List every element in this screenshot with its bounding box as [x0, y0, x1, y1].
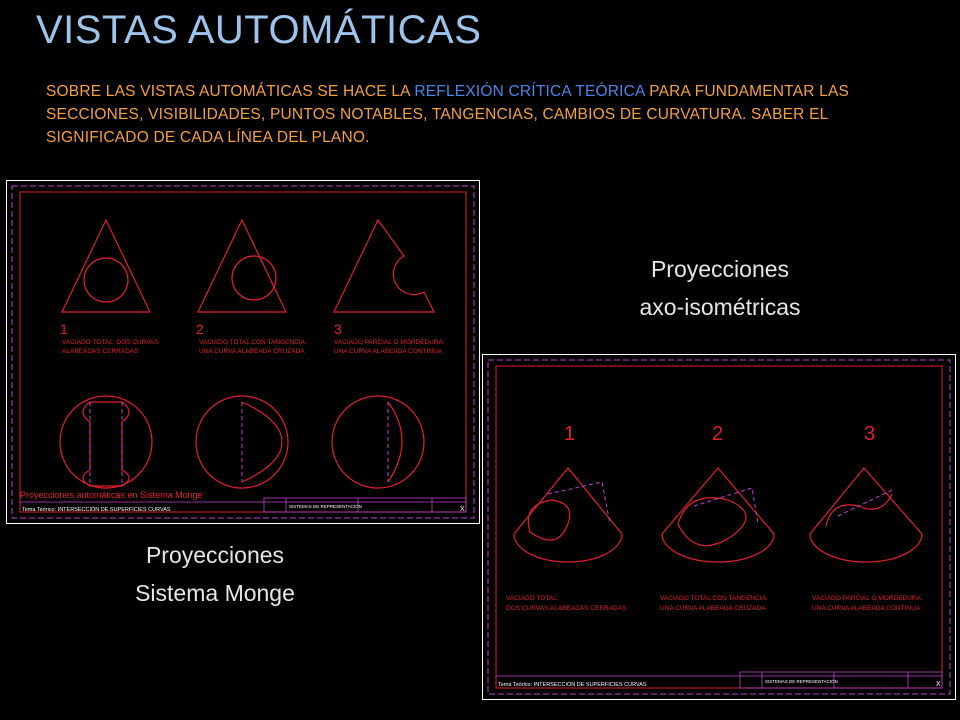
monge-footer-title: Proyecciones automáticas en Sistema Monge	[20, 490, 203, 500]
intro-text-1: SOBRE LAS VISTAS AUTOMÁTICAS SE HACE LA	[46, 83, 415, 100]
axo-label-1a: VACIADO TOTAL:	[506, 595, 559, 602]
axo-label-3b: UNA CURVA ALABEADA CONTINUA	[812, 605, 921, 612]
caption-monge	[100, 536, 330, 612]
page-title: VISTAS AUTOMÁTICAS	[36, 8, 482, 52]
circle-bottom-3	[332, 396, 424, 488]
triangle-1	[62, 220, 150, 312]
axo-label-2a: VACIADO TOTAL CON TANGENCIA:	[660, 595, 768, 602]
axo-label-1b: DOS CURVAS ALABEADAS CERRADAS	[506, 605, 627, 612]
caption-monge-line1: Proyecciones	[145, 542, 285, 568]
monge-tema: Tema Teórico: INTERSECCIÓN DE SUPERFICIES CURVAS	[22, 507, 171, 513]
monge-number-3: 3	[334, 321, 342, 337]
axo-block-x: X	[936, 681, 941, 688]
monge-label-1a: VACIADO TOTAL: DOS CURVAS	[62, 339, 159, 346]
monge-block-x: X	[460, 506, 465, 513]
triangle-3	[334, 220, 434, 312]
monge-drawing-sheet	[6, 180, 480, 524]
monge-label-3a: VACIADO PARCIAL O MORDEDURA:	[334, 339, 445, 346]
monge-drawing	[6, 180, 480, 524]
axo-block-sistemas: SISTEMAS DE REPRESENTACIÓN	[765, 679, 838, 684]
cone-2	[662, 468, 774, 562]
cone-1	[514, 468, 622, 562]
intro-highlight: REFLEXIÓN CRÍTICA TEÓRICA	[414, 83, 645, 100]
caption-axo-line1: Proyecciones	[650, 256, 790, 282]
intro-paragraph	[46, 80, 926, 149]
monge-label-2a: VACIADO TOTAL CON TANGENCIA:	[199, 339, 307, 346]
axo-drawing	[482, 354, 956, 700]
circle-bottom-1	[60, 396, 152, 488]
monge-number-2: 2	[196, 321, 204, 337]
axo-tema: Tema Teórico: INTERSECCIÓN DE SUPERFICIES CURVAS	[498, 682, 647, 688]
intro-text-2: PARA FUNDAMENTAR LAS SECCIONES, VISIBILIDADES, PUNTOS NOTABLES, TANGENCIAS, CAMBIOS DE CURVATURA. SABER EL SIGNIFICADO DE CADA LÍNEA DEL PLANO.	[46, 83, 850, 146]
monge-number-1: 1	[60, 321, 68, 337]
caption-axo	[600, 250, 840, 326]
axo-drawing-sheet	[482, 354, 956, 700]
axo-number-3: 3	[864, 423, 876, 445]
cone-3	[810, 468, 922, 562]
axo-label-3a: VACIADO PARCIAL O MORDEDURA:	[812, 595, 923, 602]
circle-1	[84, 258, 128, 302]
axo-number-2: 2	[712, 423, 724, 445]
axo-label-2b: UNA CURVA ALABEADA CRUZADA	[660, 605, 766, 612]
caption-monge-line2: Sistema Monge	[135, 580, 295, 606]
caption-axo-line2: axo-isométricas	[639, 294, 801, 320]
monge-label-1b: ALABEADAS CERRADAS	[62, 348, 139, 355]
monge-block-sistemas: SISTEMAS DE REPRESENTACIÓN	[289, 504, 362, 509]
monge-label-2b: UNA CURVA ALABEADA CRUZADA	[199, 348, 305, 355]
monge-label-3b: UNA CURVA ALABEADA CONTINUA	[334, 348, 443, 355]
axo-number-1: 1	[564, 423, 576, 445]
